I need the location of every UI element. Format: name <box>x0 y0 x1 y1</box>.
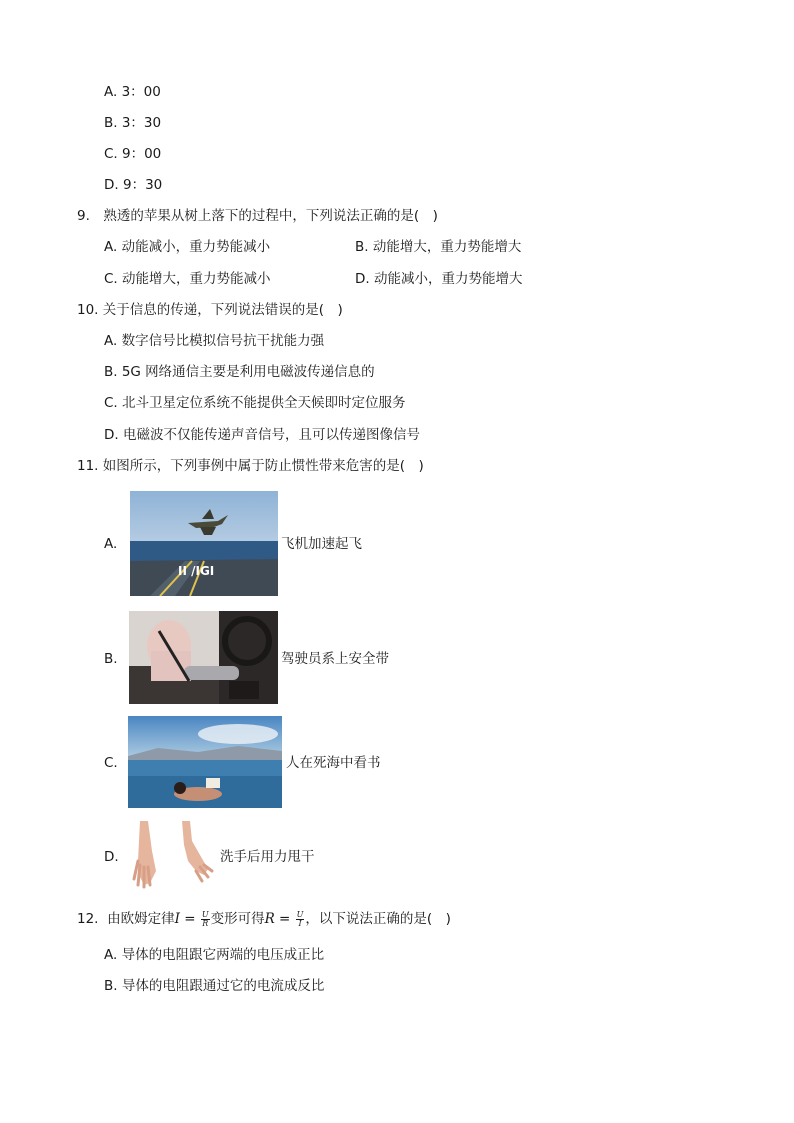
q12-eq1-lhs: I <box>174 911 180 927</box>
q12-option-b: B. 导体的电阻跟通过它的电流成反比 <box>104 978 325 994</box>
q9-option-c: C. 动能增大，重力势能减小 <box>104 271 271 287</box>
driver-seatbelt-image <box>129 611 278 704</box>
q12-eq2-lhs: R <box>264 911 275 927</box>
q10-option-a: A. 数字信号比模拟信号抗干扰能力强 <box>104 333 325 349</box>
q8-option-c: C. 9：00 <box>104 146 162 162</box>
q11-option-d-caption: 洗手后用力甩干 <box>220 849 315 865</box>
dead-sea-reading-image <box>128 716 282 808</box>
q10-option-c: C. 北斗卫星定位系统不能提供全天候即时定位服务 <box>104 395 406 411</box>
q11-stem: 11. 如图所示，下列事例中属于防止惯性带来危害的是( ) <box>77 458 424 474</box>
q9-option-d: D. 动能减小，重力势能增大 <box>355 271 523 287</box>
q12-stem-part1: 由欧姆定律 <box>107 911 175 927</box>
q11-option-b-caption: 驾驶员系上安全带 <box>281 651 389 667</box>
q8-option-d: D. 9：30 <box>104 177 163 193</box>
q8-option-b: B. 3：30 <box>104 115 162 131</box>
q10-stem: 10. 关于信息的传递，下列说法错误的是( ) <box>77 302 343 318</box>
q11-option-c-caption: 人在死海中看书 <box>286 755 381 771</box>
q12-stem-part3: ，以下说法正确的是( ) <box>305 911 451 927</box>
q11-option-a-letter: A. <box>104 536 118 552</box>
q12-number: 12. <box>77 911 99 927</box>
q12-eq2-numerator: U <box>296 909 304 919</box>
q11-option-d-letter: D. <box>104 849 119 865</box>
q8-option-a: A. 3：00 <box>104 84 161 100</box>
q12-option-a: A. 导体的电阻跟它两端的电压成正比 <box>104 947 325 963</box>
q9-option-b: B. 动能增大，重力势能增大 <box>355 239 522 255</box>
q10-option-b: B. 5G 网络通信主要是利用电磁波传递信息的 <box>104 364 375 380</box>
q12-eq1-denominator: R <box>202 918 209 928</box>
hands-shaking-image <box>126 821 218 889</box>
q12-stem-part2: 变形可得 <box>210 911 265 927</box>
q9-stem: 9. 熟透的苹果从树上落下的过程中，下列说法正确的是( ) <box>77 208 438 224</box>
q10-option-d: D. 电磁波不仅能传递声音信号，且可以传递图像信号 <box>104 427 420 443</box>
q12-eq1-numerator: U <box>201 909 209 919</box>
q11-option-c-letter: C. <box>104 755 118 771</box>
svg-text:II /IGI: II /IGI <box>178 564 215 578</box>
q12-eq1-fraction <box>201 911 210 928</box>
q12-stem: 12. 由欧姆定律I = $\frac{U}{R}$ 变形可得R = $\frac{U}{I}$ ，以下说法正确的是( ) <box>77 909 451 928</box>
airplane-carrier-image <box>130 491 278 596</box>
q9-option-a: A. 动能减小，重力势能减小 <box>104 239 271 255</box>
q11-option-b-letter: B. <box>104 651 118 667</box>
q12-eq2-denominator: I <box>298 918 302 928</box>
q12-eq2-fraction <box>296 911 305 928</box>
q11-option-a-caption: 飞机加速起飞 <box>281 536 362 552</box>
